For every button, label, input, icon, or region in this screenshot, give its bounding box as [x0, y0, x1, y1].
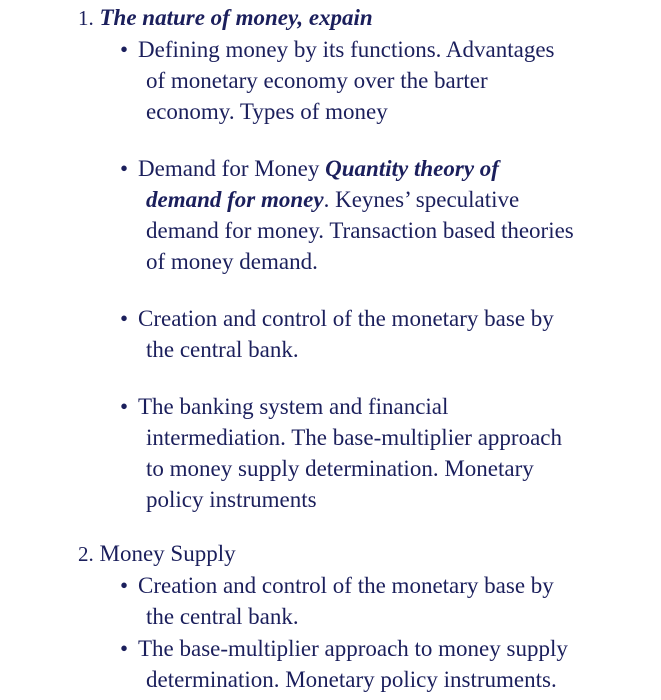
bullet-text-line: the central bank. — [146, 604, 299, 629]
section-1-title: The nature of money, expain — [99, 5, 373, 30]
bullet-text-line: determination. Monetary policy instruments. — [146, 667, 557, 692]
bullet-text-line: Defining money by its functions. Advantages — [138, 37, 555, 62]
bullet-text-line: The base-multiplier approach to money supply — [138, 636, 568, 661]
bullet-text-line: the central bank. — [146, 337, 299, 362]
bullet-text-line: The banking system and financial — [138, 394, 449, 419]
section-1-bullet-4 — [120, 391, 640, 517]
bullet-marker: • — [120, 156, 129, 181]
bullet-text-line: intermediation. The base-multiplier approach — [146, 425, 562, 450]
bullet-text-emphasis: Quantity theory of — [325, 156, 499, 181]
bullet-text-line: Creation and control of the monetary base by — [138, 306, 554, 331]
bullet-text-line: of monetary economy over the barter — [146, 68, 488, 93]
bullet-marker: • — [120, 394, 129, 419]
bullet-marker: • — [120, 573, 129, 598]
section-1-bullet-3 — [120, 303, 640, 367]
bullet-text-emphasis: demand for money — [146, 187, 324, 212]
section-1-bullet-1 — [120, 34, 640, 130]
bullet-text-plain: Demand for Money — [138, 156, 326, 181]
bullet-text-line: policy instruments — [146, 487, 317, 512]
section-1-heading — [78, 3, 373, 33]
bullet-text-line: demand for money. Transaction based theories — [146, 218, 574, 243]
section-1-bullet-2 — [120, 153, 650, 279]
bullet-text-plain: . Keynes’ speculative — [323, 187, 520, 212]
bullet-marker: • — [120, 636, 129, 661]
bullet-text-line — [138, 153, 574, 184]
bullet-marker: • — [120, 306, 129, 331]
bullet-text-line: economy. Types of money — [146, 99, 388, 124]
section-2-heading — [78, 539, 236, 569]
section-2-number: 2. — [78, 542, 94, 566]
bullet-text-line: to money supply determination. Monetary — [146, 456, 534, 481]
bullet-marker: • — [120, 37, 129, 62]
section-2-title: Money Supply — [99, 541, 236, 566]
section-2-bullet-1 — [120, 570, 640, 634]
bullet-text-line: of money demand. — [146, 249, 318, 274]
bullet-text-line — [138, 184, 574, 215]
section-1-number: 1. — [78, 6, 94, 30]
bullet-text-line: Creation and control of the monetary base by — [138, 573, 554, 598]
section-2-bullet-2 — [120, 633, 650, 697]
